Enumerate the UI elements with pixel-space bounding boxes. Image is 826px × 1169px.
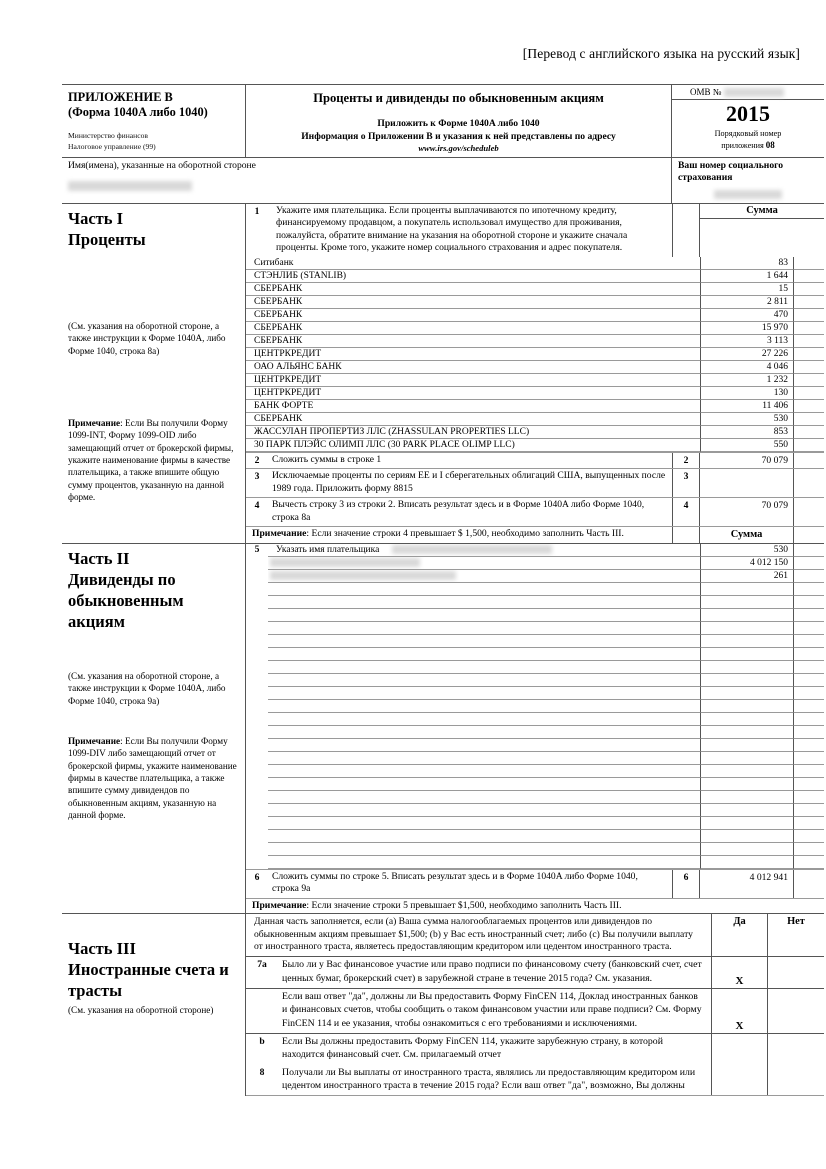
- table-row[interactable]: [246, 843, 824, 856]
- payer-name-cell[interactable]: [268, 830, 700, 843]
- sequence-line-2-label: приложения: [721, 141, 764, 151]
- question-text: Если Вы должны предоставить Форму FinCEN 114, укажите зарубежную страну, в которой находится финансовый счет. См. прилагаемый отчет: [278, 1034, 712, 1065]
- part-1-note-body: : Если Вы получили Форму 1099-INT, Форму 1099-OID либо замещающий отчет от брокерской фирмы, укажите наименование фирмы в качестве плательщика, а также впишите общую сумму процентов, указанную на данной форме.: [68, 418, 234, 503]
- part-3-intro-row: [246, 914, 824, 956]
- payer-cents[interactable]: [794, 622, 824, 635]
- line-6-row: [246, 869, 824, 898]
- department-line-2: Налоговое управление (99): [68, 141, 156, 151]
- question-yes-checkbox[interactable]: [712, 1034, 768, 1065]
- part-1-footnote-label: Примечание: [252, 528, 307, 540]
- ssn-cell: [672, 158, 824, 203]
- table-row[interactable]: [246, 830, 824, 843]
- yes-column-header: Да: [712, 914, 768, 956]
- payer-amount[interactable]: 15: [700, 283, 794, 296]
- name-value[interactable]: [68, 180, 665, 192]
- line-1-instruction-row: [246, 204, 824, 257]
- line-6-cents[interactable]: [794, 870, 824, 898]
- payer-cents[interactable]: [794, 374, 824, 387]
- ssn-value-redacted: [714, 190, 782, 199]
- payer-name-cell[interactable]: [268, 635, 700, 648]
- table-row[interactable]: [246, 674, 824, 687]
- payer-amount[interactable]: [700, 635, 794, 648]
- line-5-instruction: Указать имя плательщика: [276, 544, 380, 555]
- line-4-amount[interactable]: 70 079: [700, 498, 794, 526]
- line-2-index: 2: [254, 454, 260, 466]
- payer-cents[interactable]: [794, 426, 824, 439]
- payer-name-cell[interactable]: [268, 843, 700, 856]
- line-1-number: 1: [254, 205, 260, 217]
- part-1-footnote-row: [246, 526, 824, 542]
- payer-name[interactable]: ОАО АЛЬЯНС БАНК: [246, 361, 700, 374]
- question-yes-checkbox[interactable]: [712, 1065, 768, 1096]
- line-6-box-number: 6: [672, 870, 700, 898]
- table-row[interactable]: [246, 739, 824, 752]
- payer-name-cell[interactable]: [268, 765, 700, 778]
- part-3-see-note: (См. указания на оборотной стороне): [68, 1005, 214, 1016]
- part-1-body-column: [246, 204, 824, 543]
- sequence-number: 08: [765, 140, 775, 151]
- table-row[interactable]: [246, 609, 824, 622]
- payer-amount[interactable]: [700, 778, 794, 791]
- payer-amount[interactable]: 4 012 150: [700, 557, 794, 570]
- payer-name[interactable]: СТЭНЛИБ (STANLIB): [246, 270, 700, 283]
- omb-label: OMB №: [690, 87, 722, 97]
- payer-cents[interactable]: [794, 713, 824, 726]
- question-text: Получали ли Вы выплаты от иностранного траста, являлись ли предоставляющим кредитором или цедентом иностранного траста в течение 2015 года? Если ваш ответ "да", возможно, Вы должны: [278, 1065, 712, 1096]
- table-row[interactable]: [246, 817, 824, 830]
- line-2-box-number: 2: [672, 453, 700, 468]
- payer-name-cell[interactable]: [268, 817, 700, 830]
- payer-cents[interactable]: [794, 335, 824, 348]
- payer-amount[interactable]: 530: [700, 413, 794, 426]
- payer-name-cell[interactable]: [268, 687, 700, 700]
- part-2-section: [62, 543, 824, 913]
- masthead-center: [246, 85, 672, 157]
- question-index: b: [259, 1036, 265, 1047]
- part-1-footnote-box: [672, 527, 700, 542]
- payer-cents[interactable]: [794, 270, 824, 283]
- question-row: [246, 988, 824, 1033]
- table-row[interactable]: [246, 296, 824, 309]
- payer-amount[interactable]: [700, 830, 794, 843]
- line-2-cents[interactable]: [794, 453, 824, 468]
- table-row[interactable]: [246, 804, 824, 817]
- payer-name[interactable]: СБЕРБАНК: [246, 309, 700, 322]
- table-row[interactable]: [246, 648, 824, 661]
- line-5-instruction-cell[interactable]: [268, 544, 700, 557]
- part-1-section: [62, 204, 824, 543]
- table-row[interactable]: [246, 596, 824, 609]
- line-6-amount[interactable]: 4 012 941: [700, 870, 794, 898]
- form-subheading-1: Приложить к Форме 1040A либо 1040: [377, 118, 540, 129]
- question-index: 8: [259, 1066, 265, 1078]
- payer-amount[interactable]: [700, 791, 794, 804]
- payer-name-cell[interactable]: [268, 596, 700, 609]
- part-2-see-note: (См. указания на оборотной стороне, а также инструкции к Форме 1040A, либо Форме 1040, строка 9a): [68, 671, 226, 706]
- payer-cents[interactable]: [794, 400, 824, 413]
- part-1-see-note: (См. указания на оборотной стороне, а также инструкции к Форме 1040A, либо Форме 1040, строка 8a): [68, 321, 226, 356]
- payer-amount[interactable]: [700, 726, 794, 739]
- payer-name-cell[interactable]: [268, 713, 700, 726]
- part-1-footnote-body: : Если значение строки 4 превышает $ 1,500, необходимо заполнить Часть III.: [306, 528, 624, 540]
- payer-cents[interactable]: [794, 648, 824, 661]
- table-row[interactable]: [246, 765, 824, 778]
- translation-note: [Перевод с английского языка на русский язык]: [522, 46, 800, 61]
- payer-cents[interactable]: [794, 791, 824, 804]
- payer-cents[interactable]: [794, 778, 824, 791]
- payer-cents[interactable]: [794, 387, 824, 400]
- payer-amount[interactable]: 11 406: [700, 400, 794, 413]
- amount-column-header: Сумма: [700, 204, 824, 219]
- part-1-footnote: [246, 527, 672, 542]
- payer-amount[interactable]: 1 232: [700, 374, 794, 387]
- payer-name-cell[interactable]: [268, 570, 700, 583]
- payer-amount[interactable]: [700, 700, 794, 713]
- payer-cents[interactable]: [794, 856, 824, 869]
- part-2-blank-rows: [246, 583, 824, 869]
- payer-cents[interactable]: [794, 544, 824, 557]
- payer-amount[interactable]: 130: [700, 387, 794, 400]
- table-row[interactable]: [246, 413, 824, 426]
- table-row[interactable]: [246, 687, 824, 700]
- masthead-right: [672, 85, 824, 157]
- part-3-title-line-2: Иностранные счета и трасты: [68, 960, 229, 1001]
- form-reference: (Форма 1040A либо 1040): [68, 105, 208, 120]
- payer-cents[interactable]: [794, 687, 824, 700]
- name-ssn-band: [62, 158, 824, 204]
- line-4-row: [246, 497, 824, 526]
- payer-cents[interactable]: [794, 283, 824, 296]
- payer-amount[interactable]: 470: [700, 309, 794, 322]
- schedule-name: ПРИЛОЖЕНИЕ В: [68, 90, 173, 104]
- payer-amount[interactable]: [700, 856, 794, 869]
- line-4-index: 4: [254, 500, 260, 512]
- line-6-text: Сложить суммы по строке 5. Вписать результат здесь и в Форме 1040A либо Форме 1040, строка 9a: [272, 870, 638, 895]
- line-4-box-number: 4: [672, 498, 700, 526]
- table-row[interactable]: [246, 309, 824, 322]
- payer-amount[interactable]: [700, 752, 794, 765]
- table-row[interactable]: [246, 426, 824, 439]
- payer-cents[interactable]: [794, 739, 824, 752]
- line-1-gutter: [672, 204, 700, 257]
- payer-amount[interactable]: [700, 609, 794, 622]
- table-row[interactable]: [246, 570, 824, 583]
- payer-amount[interactable]: [700, 713, 794, 726]
- payer-amount[interactable]: [700, 674, 794, 687]
- payer-name[interactable]: ЦЕНТРКРЕДИТ: [246, 374, 700, 387]
- payer-cents[interactable]: [794, 309, 824, 322]
- payer-cents[interactable]: [794, 765, 824, 778]
- line-2-row: [246, 452, 824, 468]
- payer-name-cell[interactable]: [268, 739, 700, 752]
- line-2-text: Сложить суммы в строке 1: [272, 453, 382, 465]
- name-label: Имя(имена), указанные на оборотной стороне: [68, 160, 256, 171]
- payer-amount[interactable]: [700, 843, 794, 856]
- line-2-amount[interactable]: 70 079: [700, 453, 794, 468]
- line-5-number: 5: [254, 543, 260, 555]
- payer-cents[interactable]: [794, 674, 824, 687]
- line-4-text: Вычесть строку 3 из строки 2. Вписать результат здесь и в Форме 1040A либо Форме 1040, строка 8a: [272, 499, 645, 523]
- table-row[interactable]: [246, 374, 824, 387]
- payer-cents[interactable]: [794, 322, 824, 335]
- part-1-payer-list: [246, 257, 824, 452]
- part-2-amount-header: Сумма: [700, 527, 794, 542]
- part-1-title: [68, 208, 239, 250]
- payer-cents[interactable]: [794, 661, 824, 674]
- payer-name[interactable]: 30 ПАРК ПЛЭЙС ОЛИМП ЛЛС (30 PARK PLACE OLIMP LLC): [246, 439, 700, 452]
- table-row[interactable]: [246, 752, 824, 765]
- department-line-1: Министерство финансов: [68, 131, 148, 141]
- line-5-first-row: [246, 544, 824, 557]
- line-4-cents[interactable]: [794, 498, 824, 526]
- payer-name-cell[interactable]: [268, 804, 700, 817]
- question-index: [246, 989, 278, 1033]
- ssn-label: Ваш номер социального страхования: [678, 160, 784, 184]
- payer-amount[interactable]: [700, 622, 794, 635]
- payer-amount[interactable]: 4 046: [700, 361, 794, 374]
- table-row[interactable]: [246, 257, 824, 270]
- payer-name[interactable]: Ситибанк: [246, 257, 700, 270]
- part-2-title: [68, 548, 239, 632]
- question-row: [246, 956, 824, 988]
- payer-amount[interactable]: [700, 804, 794, 817]
- question-yes-checkbox[interactable]: X: [712, 957, 768, 988]
- part-1-title-line-2: Проценты: [68, 230, 146, 250]
- question-no-checkbox[interactable]: [768, 1034, 824, 1065]
- payer-amount[interactable]: 853: [700, 426, 794, 439]
- form-subheading-2: Информация о Приложении В и указания к ней представлены по адресу: [301, 131, 616, 142]
- name-value-redacted: [68, 181, 192, 191]
- payer-name-cell[interactable]: [268, 648, 700, 661]
- table-row[interactable]: [246, 713, 824, 726]
- payer-cents[interactable]: [794, 726, 824, 739]
- line-1-instruction: Укажите имя плательщика. Если проценты выплачиваются по ипотечному кредиту, финансируемому продавцом, а покупатель использовал имущество для проживания, пожалуйста, обратите внимание на указания на оборотной стороне и укажите сначала проценты. Кроме того, укажите номер социального страхования и адрес покупателя.: [276, 204, 628, 254]
- row-gutter: [246, 570, 268, 583]
- part-2-note: [68, 735, 239, 821]
- payer-amount[interactable]: [700, 596, 794, 609]
- line-6-index: 6: [254, 871, 260, 883]
- payer-name[interactable]: СБЕРБАНК: [246, 283, 700, 296]
- part-2-label-column: [62, 544, 246, 913]
- omb-line: [672, 85, 824, 100]
- payer-cents[interactable]: [794, 257, 824, 270]
- table-row[interactable]: [246, 583, 824, 596]
- payer-name[interactable]: ЦЕНТРКРЕДИТ: [246, 387, 700, 400]
- payer-name[interactable]: СБЕРБАНК: [246, 413, 700, 426]
- part-2-footnote-body: : Если значение строки 5 превышает $1,500, необходимо заполнить Часть III.: [306, 899, 622, 911]
- table-row[interactable]: [246, 387, 824, 400]
- table-row[interactable]: [246, 635, 824, 648]
- payer-amount[interactable]: [700, 648, 794, 661]
- payer-amount[interactable]: [700, 765, 794, 778]
- irs-schedule-b-form: [62, 84, 824, 1096]
- line-3-box-number: 3: [672, 469, 700, 497]
- sequence-block: [672, 126, 824, 156]
- part-2-note-label: Примечание: [68, 736, 121, 747]
- row-gutter: [246, 557, 268, 570]
- payer-amount[interactable]: [700, 739, 794, 752]
- line-3-cents[interactable]: [794, 469, 824, 497]
- sequence-line-1: Порядковый номер: [714, 129, 782, 139]
- payer-cents[interactable]: [794, 817, 824, 830]
- form-masthead: [62, 85, 824, 158]
- payer-name-cell[interactable]: [268, 778, 700, 791]
- name-cell: [62, 158, 672, 203]
- table-row[interactable]: [246, 283, 824, 296]
- part-3-title-line-1: Часть III: [68, 939, 136, 959]
- part-2-footnote-label: Примечание: [252, 899, 307, 911]
- payer-cents[interactable]: [794, 596, 824, 609]
- table-row[interactable]: [246, 856, 824, 869]
- part-2-title-line-1: Часть II: [68, 548, 130, 568]
- payer-cents[interactable]: [794, 570, 824, 583]
- department-block: [68, 131, 239, 152]
- payer-cents[interactable]: [794, 557, 824, 570]
- question-no-checkbox[interactable]: [768, 957, 824, 988]
- line-3-row: [246, 468, 824, 497]
- table-row[interactable]: [246, 400, 824, 413]
- payer-amount[interactable]: 550: [700, 439, 794, 452]
- part-3-title: [68, 938, 239, 1001]
- part-3-section: [62, 913, 824, 1096]
- table-row[interactable]: [246, 778, 824, 791]
- amount-column-header-wrap: [700, 204, 824, 257]
- payer-cents[interactable]: [794, 635, 824, 648]
- payer-cents[interactable]: [794, 843, 824, 856]
- table-row[interactable]: [246, 557, 824, 570]
- question-no-checkbox[interactable]: [768, 989, 824, 1033]
- payer-cents[interactable]: [794, 361, 824, 374]
- payer-name-cell[interactable]: [268, 674, 700, 687]
- payer-name[interactable]: БАНК ФОРТЕ: [246, 400, 700, 413]
- payer-name[interactable]: СБЕРБАНК: [246, 296, 700, 309]
- table-row[interactable]: [246, 439, 824, 452]
- tax-year: 2015: [726, 101, 770, 127]
- payer-name-cell[interactable]: [268, 726, 700, 739]
- payer-cents[interactable]: [794, 752, 824, 765]
- payer-name[interactable]: ЖАССУЛАН ПРОПЕРТИЗ ЛЛС (ZHASSULAN PROPERTIES LLC): [246, 426, 700, 439]
- question-text: Было ли у Вас финансовое участие или право подписи по финансовому счету (банковский счет, счет ценных бумаг, брокерский счет) в зарубежной стране в течение 2015 года? См. указания.: [278, 957, 712, 988]
- payer-name[interactable]: ЦЕНТРКРЕДИТ: [246, 348, 700, 361]
- payer-amount[interactable]: 261: [700, 570, 794, 583]
- payer-amount[interactable]: 15 970: [700, 322, 794, 335]
- payer-amount[interactable]: [700, 583, 794, 596]
- payer-amount[interactable]: 530: [700, 544, 794, 557]
- question-no-checkbox[interactable]: [768, 1065, 824, 1096]
- payer-name-cell[interactable]: [268, 661, 700, 674]
- table-row[interactable]: [246, 361, 824, 374]
- payer-cents[interactable]: [794, 439, 824, 452]
- payer-amount[interactable]: 83: [700, 257, 794, 270]
- masthead-left: [62, 85, 246, 157]
- irs-url[interactable]: www.irs.gov/scheduleb: [418, 143, 499, 153]
- part-2-footnote-row: [246, 898, 824, 913]
- payer-name[interactable]: СБЕРБАНК: [246, 335, 700, 348]
- payer-cents[interactable]: [794, 348, 824, 361]
- payer-amount[interactable]: [700, 687, 794, 700]
- payer-amount[interactable]: [700, 661, 794, 674]
- ssn-value[interactable]: [678, 189, 818, 200]
- question-row: [246, 1033, 824, 1065]
- part-3-body-column: [246, 914, 824, 1096]
- table-row[interactable]: [246, 700, 824, 713]
- question-index: 7a: [257, 959, 267, 971]
- question-row: [246, 1065, 824, 1097]
- payer-name-redacted: [270, 558, 420, 567]
- part-1-title-line-1: Часть I: [68, 208, 124, 228]
- no-column-header: Нет: [787, 916, 805, 928]
- part-1-footnote-cents: [794, 527, 824, 542]
- payer-name-cell[interactable]: [268, 700, 700, 713]
- payer-name-redacted: [392, 545, 552, 554]
- line-3-index: 3: [254, 471, 260, 483]
- payer-cents[interactable]: [794, 700, 824, 713]
- payer-name-cell[interactable]: [268, 583, 700, 596]
- form-heading: Проценты и дивиденды по обыкновенным акциям: [313, 91, 604, 105]
- payer-amount[interactable]: 1 644: [700, 270, 794, 283]
- part-2-footnote: [246, 899, 824, 913]
- payer-name-cell[interactable]: [268, 856, 700, 869]
- question-yes-checkbox[interactable]: X: [712, 989, 768, 1033]
- payer-name-cell[interactable]: [268, 752, 700, 765]
- payer-amount[interactable]: [700, 817, 794, 830]
- payer-cents[interactable]: [794, 609, 824, 622]
- payer-cents[interactable]: [794, 804, 824, 817]
- omb-number-redacted: [724, 88, 784, 97]
- table-row[interactable]: [246, 661, 824, 674]
- payer-amount[interactable]: 27 226: [700, 348, 794, 361]
- payer-cents[interactable]: [794, 583, 824, 596]
- part-2-title-line-2: Дивиденды по обыкновенным акциям: [68, 569, 184, 631]
- part-3-intro: Данная часть заполняется, если (a) Ваша сумма налогооблагаемых процентов или дивидендов по обыкновенным акциям превышает $1,500; (b) у Вас есть иностранный счет; либо (c) Вы получили выплату от иностранного траста, являетесь предоставляющим кредитором или цедентом иностранного траста.: [246, 914, 712, 956]
- question-text: Если ваш ответ "да", должны ли Вы предоставить Форму FinCEN 114, Доклад иностранных банков и финансовых счетов, чтобы сообщить о таком финансовом участии или праве подписи? См. Форму FinCEN 114 и ее указания, чтобы ознакомиться с его требованиями и исключениями.: [278, 989, 712, 1033]
- table-row[interactable]: [246, 726, 824, 739]
- payer-name-cell[interactable]: [268, 791, 700, 804]
- table-row[interactable]: [246, 348, 824, 361]
- part-1-note-label: Примечание: [68, 418, 121, 429]
- payer-amount[interactable]: 2 811: [700, 296, 794, 309]
- part-1-label-column: [62, 204, 246, 543]
- payer-name-cell[interactable]: [268, 609, 700, 622]
- line-3-amount[interactable]: [700, 469, 794, 497]
- table-row[interactable]: [246, 335, 824, 348]
- payer-name-cell[interactable]: [268, 622, 700, 635]
- table-row[interactable]: [246, 322, 824, 335]
- part-1-note: [68, 417, 239, 503]
- part-2-note-body: : Если Вы получили Форму 1099-DIV либо замещающий отчет от брокерской фирмы, укажите наименование фирмы в качестве плательщика, а также впишите сумму дивидендов по обыкновенным акциям, указанную на данной форме.: [68, 736, 237, 821]
- line-3-text: Исключаемые проценты по сериям ЕЕ и I сберегательных облигаций США, выпущенных после 1989 года. Приложить форму 8815: [272, 470, 666, 494]
- payer-name[interactable]: СБЕРБАНК: [246, 322, 700, 335]
- part-2-body-column: [246, 544, 824, 913]
- payer-cents[interactable]: [794, 413, 824, 426]
- payer-amount[interactable]: 3 113: [700, 335, 794, 348]
- payer-name-redacted: [270, 571, 456, 580]
- payer-cents[interactable]: [794, 830, 824, 843]
- table-row[interactable]: [246, 791, 824, 804]
- payer-name-cell[interactable]: [268, 557, 700, 570]
- part-3-label-column: [62, 914, 246, 1096]
- payer-cents[interactable]: [794, 296, 824, 309]
- table-row[interactable]: [246, 270, 824, 283]
- table-row[interactable]: [246, 622, 824, 635]
